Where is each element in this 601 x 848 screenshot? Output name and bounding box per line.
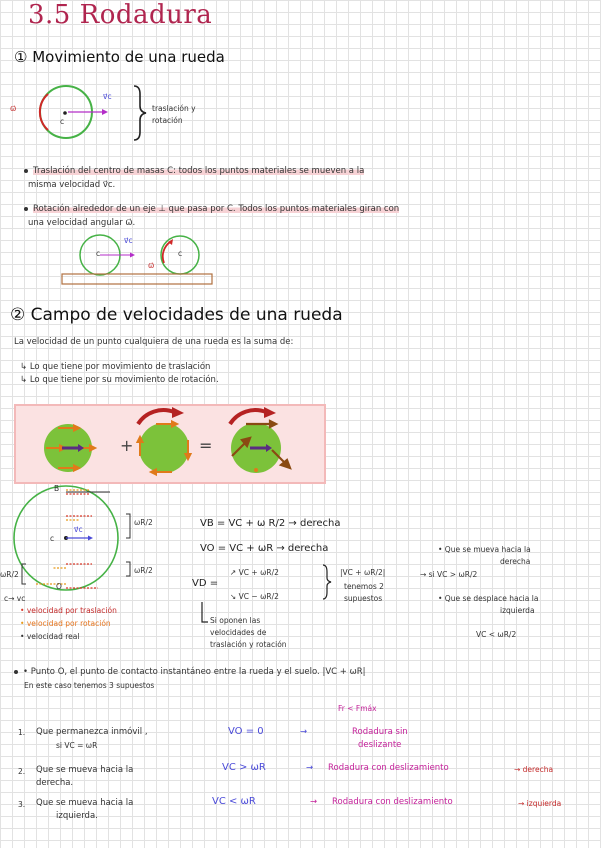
bullet-traslacion-1: [24, 166, 364, 176]
vd-brace-icon: [322, 564, 332, 600]
case-1-num: 1.: [18, 728, 26, 737]
legend-rotacion-text: velocidad por rotación: [26, 619, 111, 628]
case-2-text-1: Que se mueva hacia la: [36, 765, 134, 775]
bullet-traslacion-text: Traslación del centro de masas C: todos los puntos materiales se mueven a la: [33, 166, 365, 176]
point-o-text-line1: • Punto O, el punto de contacto instantáneo entre la rueda y el suelo. |VC + ωR|: [23, 667, 366, 677]
velocity-composition-figure: [14, 404, 322, 480]
wheel-figure-2: [60, 230, 220, 290]
case-1-arrow: →: [300, 727, 308, 737]
case-2-arrow: →: [306, 763, 314, 773]
bullet-rotacion-2: una velocidad angular ω⃗.: [28, 218, 136, 228]
note-right-4: • Que se desplace hacia la: [438, 594, 539, 603]
case-1-result-2: deslizante: [358, 740, 402, 750]
section2-heading: ② Campo de velocidades de una rueda: [10, 305, 343, 325]
vc-label: v⃗c: [103, 92, 112, 101]
case-1-text-2: si VC = ωR: [56, 741, 98, 750]
fig2-vc-label: v⃗c: [124, 236, 133, 245]
case-3-num: 3.: [18, 800, 26, 809]
eq-vd-note-2: supuestos: [344, 594, 383, 603]
right-bottom-fraction: ωR/2: [134, 566, 153, 575]
case-2-cond: VC > ωR: [222, 762, 266, 773]
legend-real-text: velocidad real: [26, 632, 80, 641]
brace-text-2: rotación: [152, 116, 183, 125]
wheel-vc-label: v⃗c: [74, 525, 83, 534]
fig2-omega-label: ω⃗: [148, 261, 155, 270]
eq-vo: VO = VC + ωR → derecha: [200, 543, 329, 554]
point-o-label: O: [56, 582, 62, 591]
equals-operator: =: [199, 436, 213, 455]
legend-real-marker: •: [20, 632, 27, 641]
bullet-rotacion-1: [24, 204, 399, 214]
omega-label: ω⃗: [10, 104, 17, 113]
legend-rotacion-marker: •: [20, 619, 27, 628]
legend-traslacion: [20, 606, 117, 615]
eq-vd-note-1: tenemos 2: [344, 582, 384, 591]
legend-traslacion-marker: •: [20, 606, 27, 615]
case-3-text-1: Que se mueva hacia la: [36, 798, 134, 808]
wheel-figure-1: [10, 84, 140, 144]
bullet-traslacion-2: misma velocidad v⃗c.: [28, 180, 116, 190]
note-right-2: derecha: [500, 557, 531, 566]
brace-text-1: traslación y: [152, 104, 196, 113]
case-2-text-2: derecha.: [36, 778, 74, 788]
friction-label: Fr < Fmáx: [338, 704, 377, 713]
legend-rotacion: [20, 619, 111, 628]
brace-icon: [132, 84, 148, 142]
point-c-label: c: [50, 534, 55, 543]
legend-real: [20, 632, 79, 641]
note-right-6: VC < ωR/2: [476, 630, 517, 639]
opposite-note-1: Si oponen las: [210, 616, 261, 625]
plus-operator: +: [120, 436, 134, 455]
case-3-cond: VC < ωR: [212, 796, 256, 807]
case-3-arrow: →: [310, 797, 318, 807]
case-1-result-1: Rodadura sin: [352, 727, 408, 737]
eq-vb: VB = VC + ω R/2 → derecha: [200, 518, 341, 529]
section2-item-2: ↳ Lo que tiene por su movimiento de rotación.: [20, 375, 219, 385]
opposite-bracket-icon: [200, 602, 210, 628]
section2-item-1: ↳ Lo que tiene por movimiento de traslación: [20, 362, 211, 372]
left-fraction-label: ωR/2: [0, 570, 19, 579]
eq-vd-mod: |VC + ωR/2|: [340, 568, 386, 577]
point-b-label: B: [54, 484, 60, 493]
legend-traslacion-text: velocidad por traslación: [26, 606, 117, 615]
fig2-c2-label: c: [178, 249, 183, 258]
eq-vd-line2: ↘ VC − ωR/2: [230, 592, 279, 601]
case-1-text-1: Que permanezca inmóvil ,: [36, 727, 148, 737]
case-3-result: Rodadura con deslizamiento: [332, 797, 453, 807]
note-right-3: → si VC > ωR/2: [420, 570, 478, 579]
bottom-left-note: c→ vc: [4, 594, 26, 603]
center-label: c: [60, 117, 65, 126]
wheel-velocity-diagram: [6, 484, 146, 604]
section1-heading: ① Movimiento de una rueda: [14, 48, 225, 66]
bullet-rotacion-text: Rotación alrededor de un eje ⊥ que pasa por C. Todos los puntos materiales giran con: [33, 204, 400, 214]
eq-vd-label: VD =: [192, 578, 219, 589]
note-right-1: • Que se mueva hacia la: [438, 545, 531, 554]
note-right-5: izquierda: [500, 606, 535, 615]
case-1-cond: VO = 0: [228, 726, 264, 737]
case-3-text-2: izquierda.: [56, 811, 98, 821]
opposite-note-3: traslación y rotación: [210, 640, 287, 649]
opposite-note-2: velocidades de: [210, 628, 267, 637]
case-3-extra: → izquierda: [518, 799, 562, 808]
fig2-c1-label: c: [96, 249, 101, 258]
case-2-result: Rodadura con deslizamiento: [328, 763, 449, 773]
right-top-fraction: ωR/2: [134, 518, 153, 527]
eq-vd-line1: ↗ VC + ωR/2: [230, 568, 279, 577]
section2-intro: La velocidad de un punto cualquiera de una rueda es la suma de:: [14, 337, 294, 347]
case-2-extra: → derecha: [514, 765, 554, 774]
point-o-text-line2: En este caso tenemos 3 supuestos: [24, 681, 155, 690]
point-o-text: [14, 667, 366, 677]
case-2-num: 2.: [18, 767, 26, 776]
page-title: 3.5 Rodadura: [28, 0, 213, 30]
